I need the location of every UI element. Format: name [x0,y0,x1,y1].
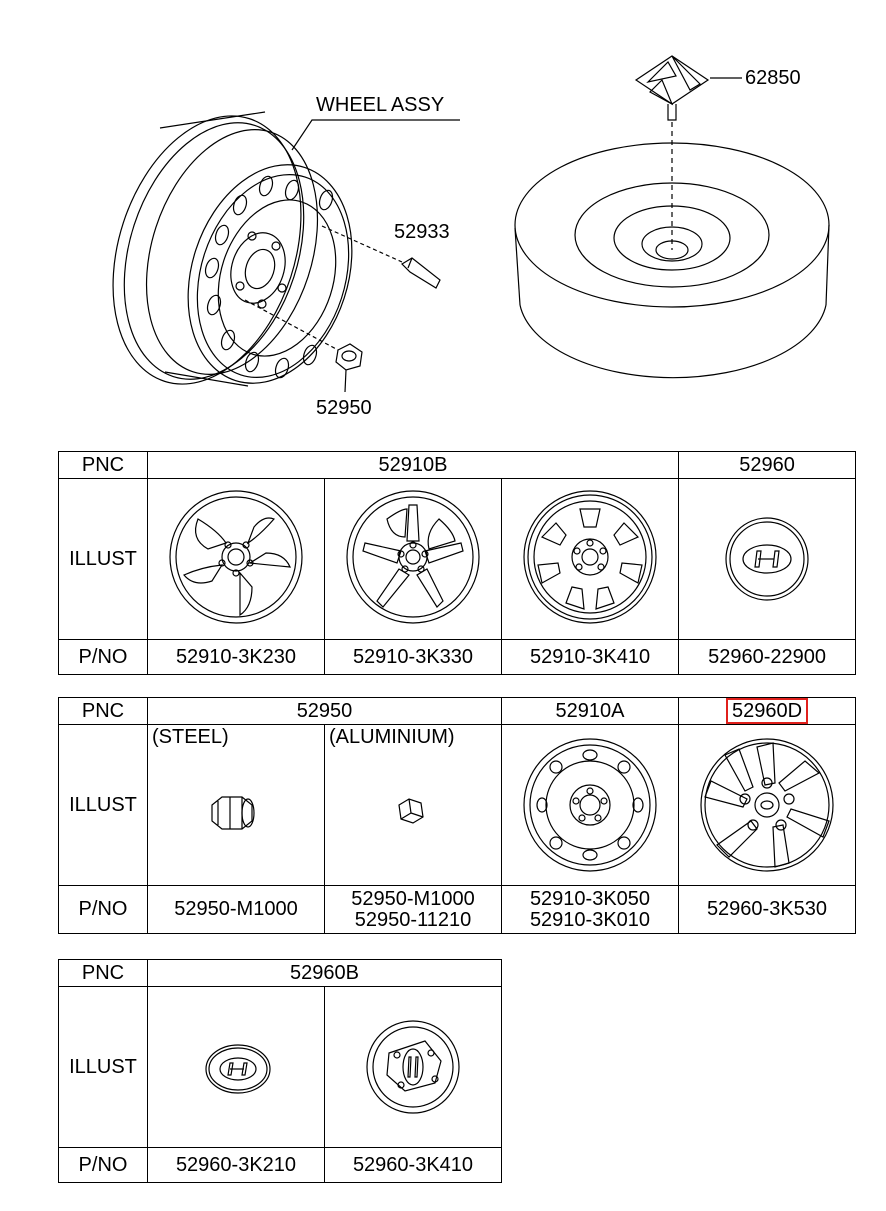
illust-cell [502,725,679,886]
illust-header: ILLUST [59,725,148,886]
pnc-cell: 52910B [148,452,679,479]
steel-wheel-icon [502,725,679,885]
pnc-cell: 52960 [679,452,856,479]
alloy-wheel-twisted-spoke-icon [148,479,325,639]
part-number: 52960-3K410 [325,1148,502,1183]
alloy-wheel-5-spoke-icon [325,479,502,639]
small-center-cap-icon [148,987,325,1147]
highlighted-pnc: 52960D [726,698,808,724]
pno-header: P/NO [59,1148,148,1183]
illust-header: ILLUST [59,987,148,1148]
spare-tire-clamp-drawing [636,56,742,120]
parts-table-2 [58,697,856,934]
callout-62850: 62850 [745,67,801,89]
aluminium-lug-nut-icon [325,725,502,885]
illust-cell [148,479,325,640]
wheel-cover-icon [679,725,856,885]
part-number: 52960-3K530 [706,898,828,920]
material-label-steel: (STEEL) [152,726,229,748]
illust-cell [148,725,325,886]
part-number-cell [325,886,502,934]
material-label-aluminium: (ALUMINIUM) [329,726,455,748]
pnc-cell: 52960B [148,960,502,987]
illust-header: ILLUST [59,479,148,640]
part-number: 52950-M1000 [174,898,298,920]
pnc-cell-highlighted [679,698,856,725]
spare-tire-drawing [515,122,829,378]
part-number: 52910-3K330 [325,640,502,675]
part-number-cell [148,886,325,934]
parts-table-3 [58,959,502,1183]
part-number: 52950-11210 [354,908,472,931]
wheel-assy-label: WHEEL ASSY [316,94,445,116]
part-number: 52910-3K410 [502,640,679,675]
hub-center-cap-icon [679,479,856,639]
illust-cell [325,479,502,640]
pnc-header: PNC [59,452,148,479]
large-center-cap-icon [325,987,502,1147]
pnc-cell: 52910A [502,698,679,725]
part-number: 52910-3K010 [529,908,651,931]
pnc-header: PNC [59,960,148,987]
callout-52933: 52933 [394,221,450,243]
part-number: 52950-M1000 [351,887,475,910]
parts-table-1 [58,451,856,675]
illust-cell [325,987,502,1148]
part-number-cell [679,886,856,934]
pnc-cell: 52950 [148,698,502,725]
illust-cell [679,479,856,640]
wheel-assy-drawing [81,92,460,409]
part-number-cell [502,886,679,934]
part-number: 52910-3K230 [148,640,325,675]
illust-cell [679,725,856,886]
alloy-wheel-7-spoke-icon [502,479,679,639]
part-number: 52960-22900 [679,640,856,675]
illust-cell [502,479,679,640]
part-number: 52910-3K050 [529,887,651,910]
pno-header: P/NO [59,640,148,675]
pno-header: P/NO [59,886,148,934]
illust-cell [148,987,325,1148]
illust-cell [325,725,502,886]
wheel-exploded-diagram [0,0,886,430]
steel-lug-nut-icon [148,725,325,885]
part-number: 52960-3K210 [148,1148,325,1183]
pnc-header: PNC [59,698,148,725]
callout-52950: 52950 [316,397,372,419]
